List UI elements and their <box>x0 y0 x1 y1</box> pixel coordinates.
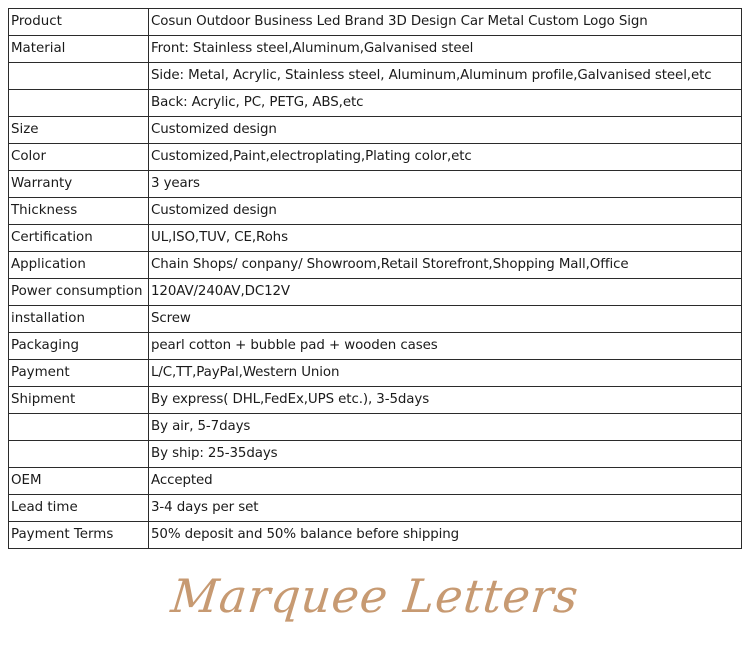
row-label: OEM <box>9 468 149 495</box>
row-label: Power consumption <box>9 279 149 306</box>
spec-table <box>8 8 742 549</box>
table-row <box>9 387 742 414</box>
spec-table-body <box>9 9 742 549</box>
table-row <box>9 468 742 495</box>
row-value: Customized design <box>149 198 742 225</box>
table-row <box>9 522 742 549</box>
row-label: Packaging <box>9 333 149 360</box>
row-value: By express( DHL,FedEx,UPS etc.), 3-5days <box>149 387 742 414</box>
table-row <box>9 495 742 522</box>
table-row <box>9 333 742 360</box>
row-label: Payment Terms <box>9 522 149 549</box>
row-value: Back: Acrylic, PC, PETG, ABS,etc <box>149 90 742 117</box>
row-label: Application <box>9 252 149 279</box>
table-row <box>9 171 742 198</box>
row-value: Customized design <box>149 117 742 144</box>
row-label: Lead time <box>9 495 149 522</box>
row-value: By ship: 25-35days <box>149 441 742 468</box>
row-value: 120AV/240AV,DC12V <box>149 279 742 306</box>
row-label: Thickness <box>9 198 149 225</box>
row-value: UL,ISO,TUV, CE,Rohs <box>149 225 742 252</box>
table-row <box>9 252 742 279</box>
row-value: By air, 5-7days <box>149 414 742 441</box>
row-label: installation <box>9 306 149 333</box>
table-row <box>9 36 742 63</box>
row-value: 50% deposit and 50% balance before shipping <box>149 522 742 549</box>
table-row <box>9 441 742 468</box>
marquee-letters-title: Marquee Letters <box>168 569 582 623</box>
table-row <box>9 117 742 144</box>
row-value: Cosun Outdoor Business Led Brand 3D Design Car Metal Custom Logo Sign <box>149 9 742 36</box>
table-row <box>9 225 742 252</box>
row-label: Warranty <box>9 171 149 198</box>
row-value: Front: Stainless steel,Aluminum,Galvanised steel <box>149 36 742 63</box>
row-value: 3 years <box>149 171 742 198</box>
row-value: Customized,Paint,electroplating,Plating color,etc <box>149 144 742 171</box>
row-label: Size <box>9 117 149 144</box>
table-row <box>9 144 742 171</box>
row-label <box>9 63 149 90</box>
table-row <box>9 9 742 36</box>
table-row <box>9 279 742 306</box>
row-label: Shipment <box>9 387 149 414</box>
row-value: Side: Metal, Acrylic, Stainless steel, Aluminum,Aluminum profile,Galvanised steel,etc <box>149 63 742 90</box>
table-row <box>9 198 742 225</box>
row-label: Material <box>9 36 149 63</box>
table-row <box>9 90 742 117</box>
table-row <box>9 63 742 90</box>
row-label: Certification <box>9 225 149 252</box>
row-value: L/C,TT,PayPal,Western Union <box>149 360 742 387</box>
table-row <box>9 306 742 333</box>
table-row <box>9 414 742 441</box>
row-value: Accepted <box>149 468 742 495</box>
row-label: Payment <box>9 360 149 387</box>
row-value: Chain Shops/ conpany/ Showroom,Retail Storefront,Shopping Mall,Office <box>149 252 742 279</box>
row-label: Product <box>9 9 149 36</box>
row-label <box>9 414 149 441</box>
row-value: 3-4 days per set <box>149 495 742 522</box>
row-label <box>9 90 149 117</box>
row-label: Color <box>9 144 149 171</box>
row-value: Screw <box>149 306 742 333</box>
row-label <box>9 441 149 468</box>
table-row <box>9 360 742 387</box>
row-value: pearl cotton + bubble pad + wooden cases <box>149 333 742 360</box>
